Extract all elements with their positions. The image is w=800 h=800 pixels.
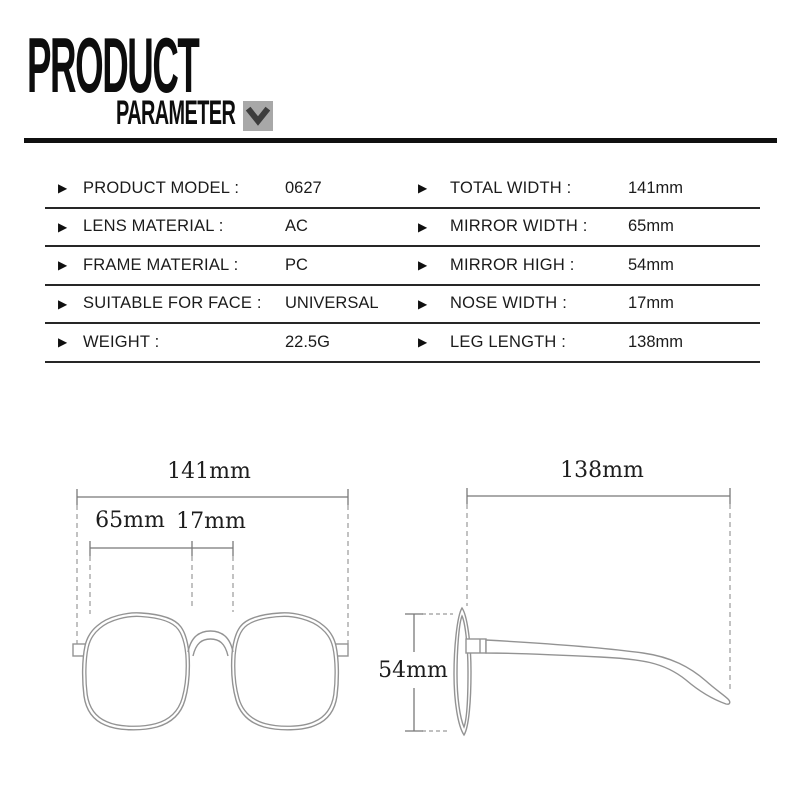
glasses-front-view — [73, 613, 348, 730]
dimension-label-lens-height: 54mm — [378, 658, 448, 683]
bullet-arrow-icon: ▶ — [418, 219, 428, 234]
bullet-arrow-icon: ▶ — [58, 335, 68, 350]
spec-value: 17mm — [628, 294, 674, 313]
dimension-label-total-width: 141mm — [167, 459, 251, 484]
left-lens — [83, 613, 190, 730]
page-title: PRODUCT — [27, 21, 199, 109]
spec-label: MIRROR WIDTH : — [450, 217, 588, 236]
dimension-label-lens-width: 65mm — [95, 508, 165, 533]
chevron-down-icon — [243, 101, 273, 131]
spec-label: TOTAL WIDTH : — [450, 178, 572, 197]
dimension-label-leg-length: 138mm — [560, 458, 644, 483]
spec-label: NOSE WIDTH : — [450, 294, 567, 313]
title-divider — [24, 138, 777, 143]
bridge-inner — [193, 639, 228, 656]
spec-value: 65mm — [628, 217, 674, 236]
table-row — [45, 170, 760, 209]
dimension-label-nose-width: 17mm — [176, 509, 246, 534]
right-lens — [232, 613, 339, 730]
spec-value: 138mm — [628, 332, 684, 351]
spec-label: WEIGHT : — [83, 332, 160, 351]
spec-label: SUITABLE FOR FACE : — [83, 294, 262, 313]
chevron-down-glyph — [243, 101, 273, 131]
hinge-block — [466, 639, 486, 653]
spec-value: PC — [285, 255, 308, 274]
bullet-arrow-icon: ▶ — [418, 258, 428, 273]
bullet-arrow-icon: ▶ — [58, 181, 68, 196]
spec-value: 54mm — [628, 255, 674, 274]
temple-arm — [486, 640, 730, 704]
spec-label: PRODUCT MODEL : — [83, 178, 240, 197]
bullet-arrow-icon: ▶ — [58, 219, 68, 234]
spec-label: LEG LENGTH : — [450, 332, 567, 351]
spec-value: UNIVERSAL — [285, 294, 379, 313]
table-row — [45, 324, 760, 363]
bullet-arrow-icon: ▶ — [418, 335, 428, 350]
table-row — [45, 247, 760, 286]
glasses-side-view — [454, 608, 730, 735]
page-subtitle: PARAMETER — [116, 94, 236, 132]
table-row — [45, 209, 760, 248]
bullet-arrow-icon: ▶ — [58, 258, 68, 273]
table-row — [45, 286, 760, 325]
spec-table — [45, 170, 760, 363]
spec-value: AC — [285, 217, 308, 236]
bullet-arrow-icon: ▶ — [58, 296, 68, 311]
spec-label: MIRROR HIGH : — [450, 255, 575, 274]
spec-label: FRAME MATERIAL : — [83, 255, 239, 274]
spec-value: 0627 — [285, 178, 322, 197]
spec-value: 141mm — [628, 178, 684, 197]
spec-value: 22.5G — [285, 332, 330, 351]
spec-label: LENS MATERIAL : — [83, 217, 224, 236]
bullet-arrow-icon: ▶ — [418, 296, 428, 311]
bullet-arrow-icon: ▶ — [418, 181, 428, 196]
dimension-diagrams — [0, 430, 800, 800]
